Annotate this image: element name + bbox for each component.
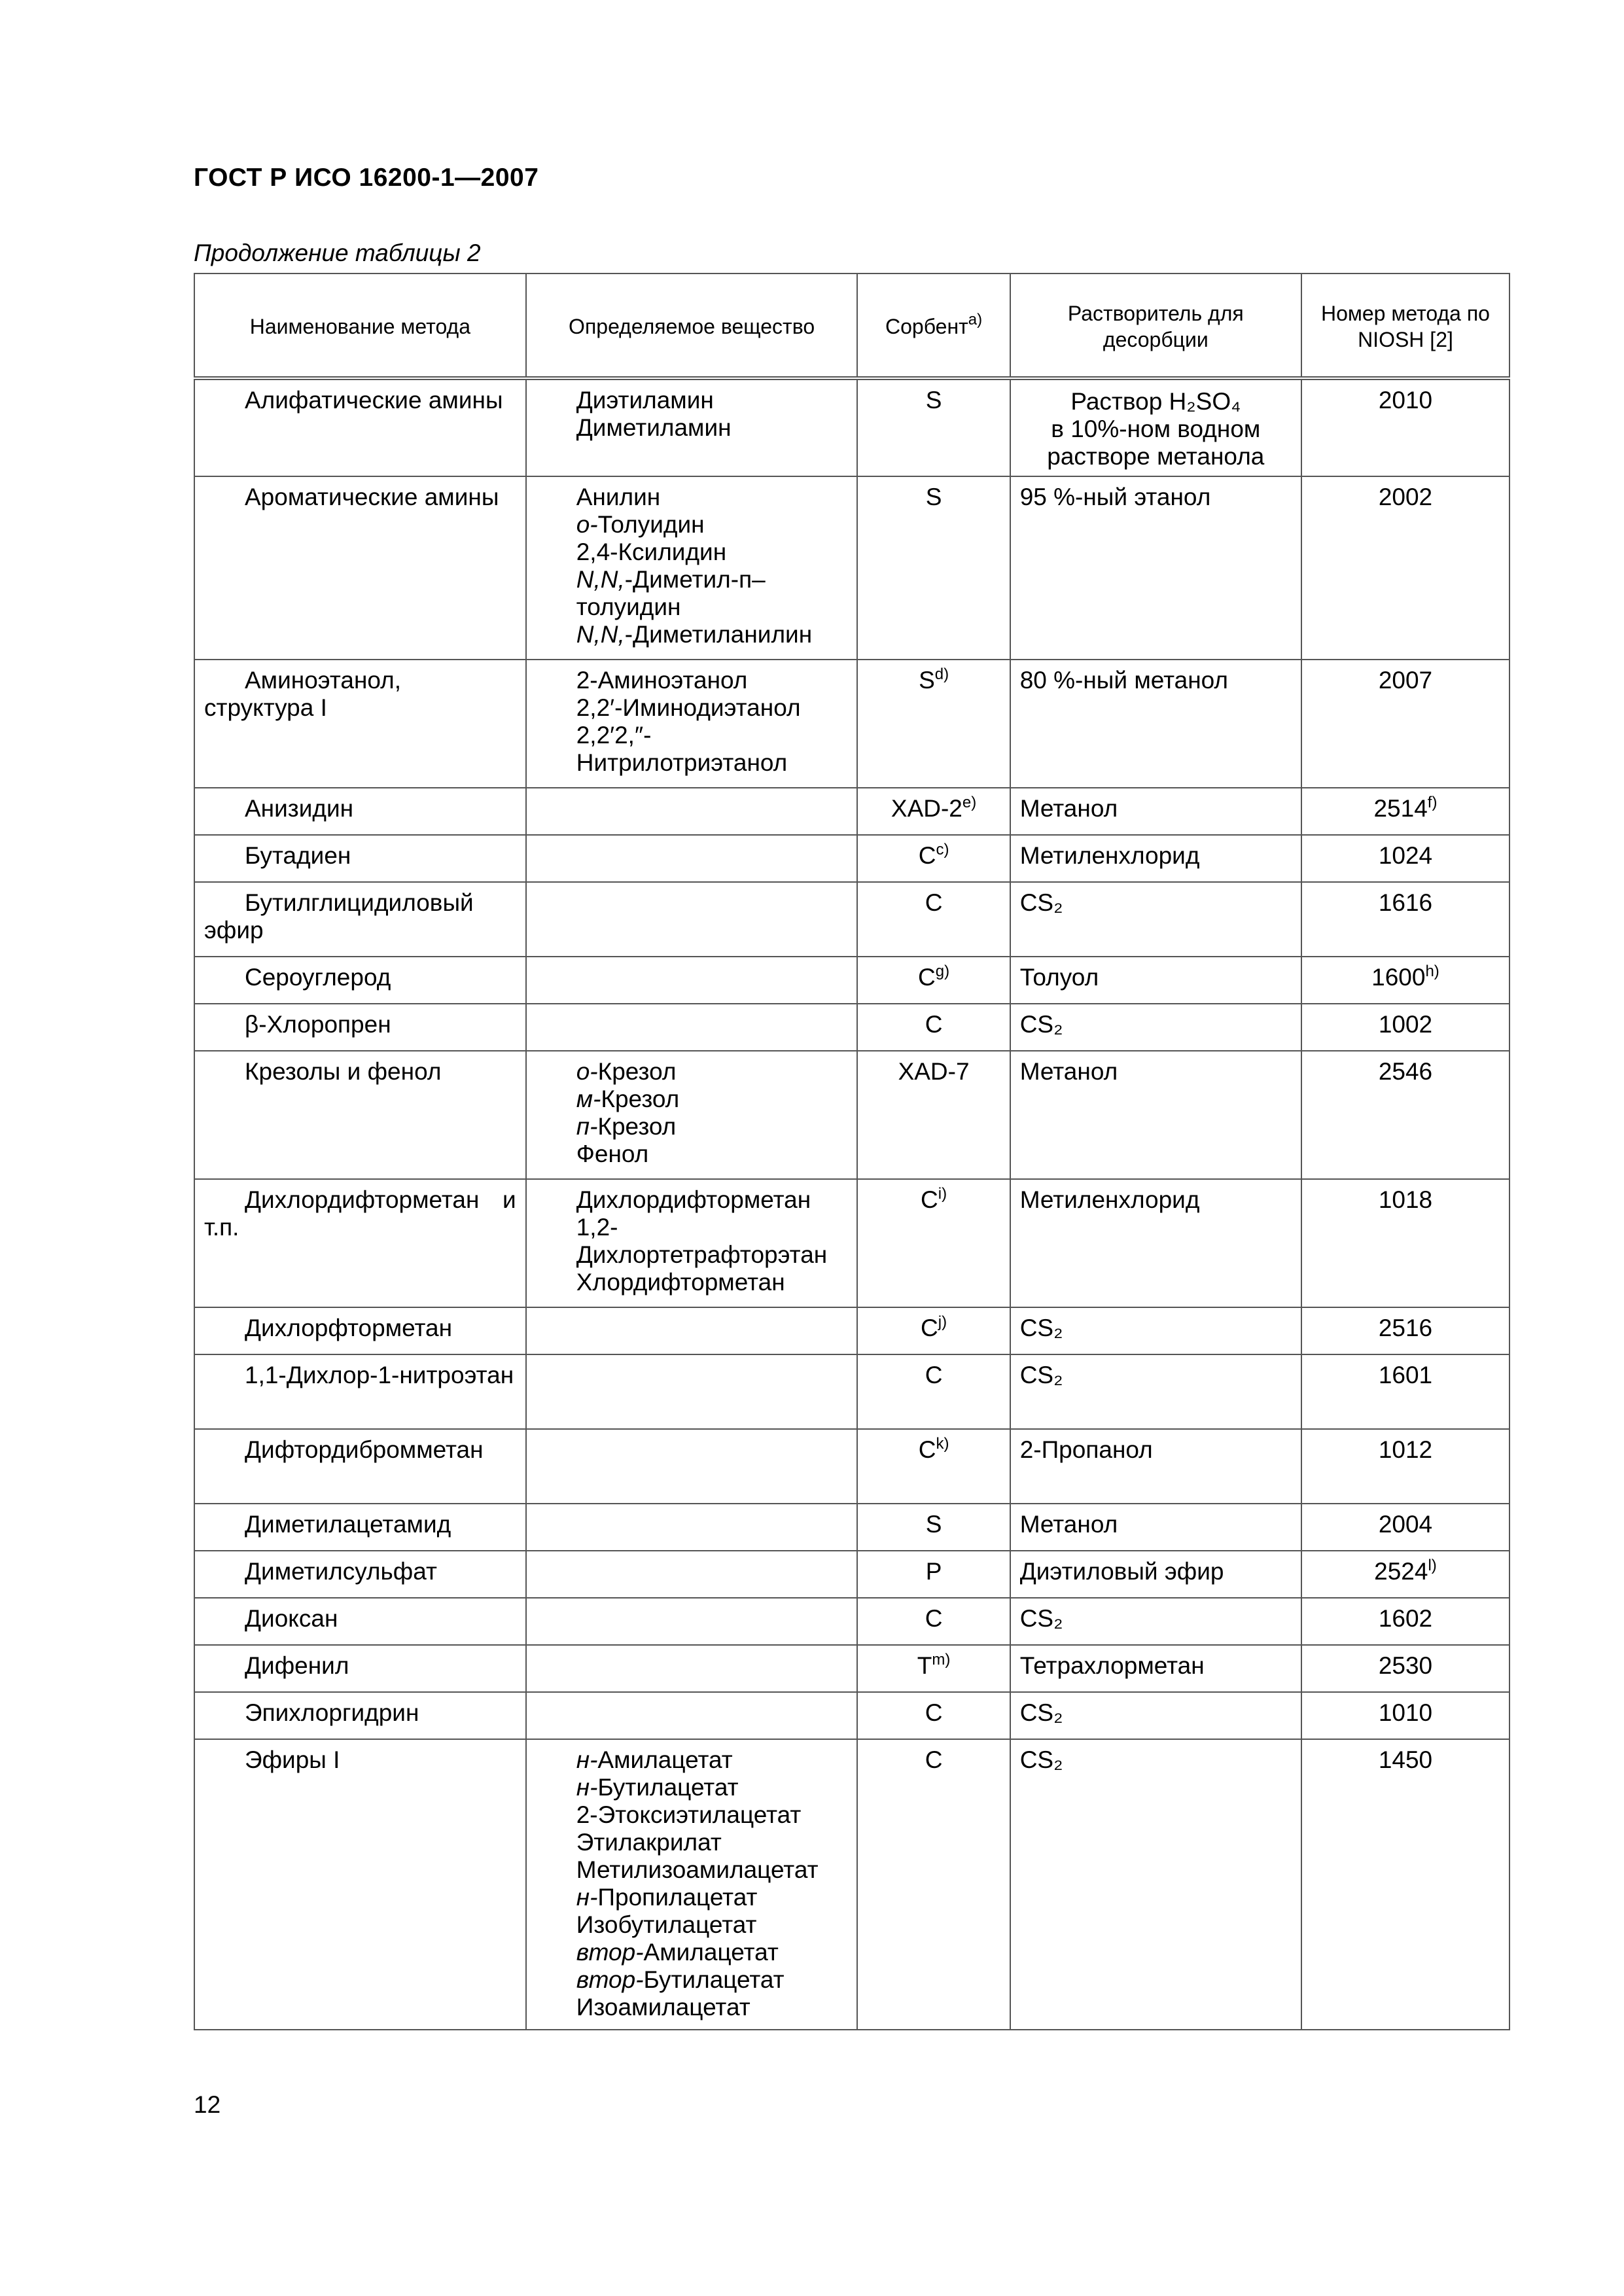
method-name-cell: Эфиры I — [194, 1739, 526, 2030]
substance-name: N,N,-Диметиланилин — [576, 621, 813, 648]
niosh-number-cell: 2007 — [1301, 660, 1509, 788]
solvent-cell: CS₂ — [1010, 882, 1301, 957]
niosh-number-cell: 2516 — [1301, 1307, 1509, 1354]
solvent-cell: CS₂ — [1010, 1307, 1301, 1354]
table-row — [194, 1739, 1509, 2030]
footnote-mark: k) — [936, 1435, 949, 1453]
substance-cell — [526, 1354, 858, 1429]
sorbent-cell: T$^{m)}$ — [857, 1645, 1010, 1692]
footnote-mark: f) — [1427, 794, 1438, 811]
sorbent-cell: XAD-7 — [857, 1051, 1010, 1179]
substance-cell — [526, 1504, 858, 1551]
solvent-line: в 10%-ном водном — [1051, 415, 1261, 442]
solvent-cell: 80 %-ный метанол — [1010, 660, 1301, 788]
solvent-cell: 2-Пропанол — [1010, 1429, 1301, 1504]
table-row — [194, 660, 1509, 788]
substance-cell — [526, 882, 858, 957]
footnote-mark: d) — [934, 665, 949, 683]
substance-prefix: втор- — [576, 1966, 644, 1993]
solvent-cell — [1010, 378, 1301, 476]
sorbent-cell: P — [857, 1551, 1010, 1598]
table-caption: Продолжение таблицы 2 — [194, 239, 481, 266]
substance-prefix: н- — [576, 1746, 598, 1773]
sorbent-cell: C — [857, 1354, 1010, 1429]
solvent-cell: Метанол — [1010, 1051, 1301, 1179]
sorbent-cell: XAD-2$^{e)}$ — [857, 788, 1010, 835]
solvent-cell: Тетрахлорметан — [1010, 1645, 1301, 1692]
substance-name: н-Амилацетат — [576, 1746, 733, 1773]
table-row — [194, 1504, 1509, 1551]
substance-name: втор-Бутилацетат — [576, 1966, 785, 1993]
sorbent-cell: C — [857, 1739, 1010, 2030]
solvent-line: Раствор H₂SO₄ — [1070, 388, 1241, 415]
sorbent-cell: C$^{c)}$ — [857, 835, 1010, 882]
footnote-mark: l) — [1428, 1557, 1437, 1574]
substance-cell — [526, 1307, 858, 1354]
sorbent-cell: S — [857, 476, 1010, 660]
solvent-cell: CS₂ — [1010, 1354, 1301, 1429]
niosh-number-cell: 1616 — [1301, 882, 1509, 957]
substance-name: Метилизоамилацетат — [576, 1856, 819, 1883]
page-number: 12 — [194, 2091, 221, 2118]
method-name-cell: Диметилсульфат — [194, 1551, 526, 1598]
table-row — [194, 1354, 1509, 1429]
table-row — [194, 1004, 1509, 1051]
sorbent-cell: C — [857, 1004, 1010, 1051]
table-row — [194, 1598, 1509, 1645]
method-name-cell: Анизидин — [194, 788, 526, 835]
table-row — [194, 1645, 1509, 1692]
solvent-cell: CS₂ — [1010, 1739, 1301, 2030]
solvent-cell: Метиленхлорид — [1010, 835, 1301, 882]
table-row — [194, 1051, 1509, 1179]
table-row — [194, 957, 1509, 1004]
substance-cell — [526, 1645, 858, 1692]
solvent-cell: CS₂ — [1010, 1598, 1301, 1645]
table-row — [194, 1551, 1509, 1598]
niosh-number-cell: 2530 — [1301, 1645, 1509, 1692]
niosh-number-cell: 1002 — [1301, 1004, 1509, 1051]
niosh-number-cell: 1012 — [1301, 1429, 1509, 1504]
substance-prefix: N,N, — [576, 566, 625, 593]
method-name-cell: Аминоэтанол, структура I — [194, 660, 526, 788]
substance-prefix: н- — [576, 1884, 598, 1911]
substance-cell — [526, 1551, 858, 1598]
method-name-cell: 1,1-Дихлор-1-нитроэтан — [194, 1354, 526, 1429]
sorbent-cell: C$^{g)}$ — [857, 957, 1010, 1004]
substance-name: N,N,-Диметил-п–толуидин — [576, 566, 766, 620]
sorbent-cell: S — [857, 1504, 1010, 1551]
table-row — [194, 1692, 1509, 1739]
header-method-name: Наименование метода — [194, 274, 526, 378]
solvent-cell: Метанол — [1010, 1504, 1301, 1551]
substance-name: о-Крезол — [576, 1058, 677, 1085]
substance-name: 2-Аминоэтанол — [576, 667, 748, 694]
solvent-cell: 95 %-ный этанол — [1010, 476, 1301, 660]
method-name-cell: Дифенил — [194, 1645, 526, 1692]
table-row — [194, 1307, 1509, 1354]
sorbent-cell: C — [857, 1692, 1010, 1739]
substance-cell — [526, 1692, 858, 1739]
footnote-mark: j) — [938, 1313, 947, 1331]
niosh-number-cell: 2524$^{l)}$ — [1301, 1551, 1509, 1598]
substance-cell — [526, 1179, 858, 1307]
substance-prefix: м- — [576, 1086, 601, 1112]
sorbent-cell: S — [857, 378, 1010, 476]
header-substance: Определяемое вещество — [526, 274, 858, 378]
substance-name: 2-Этоксиэтилацетат — [576, 1801, 802, 1828]
sorbent-cell: C — [857, 882, 1010, 957]
method-name-cell: Крезолы и фенол — [194, 1051, 526, 1179]
solvent-cell: CS₂ — [1010, 1692, 1301, 1739]
niosh-number-cell: 2010 — [1301, 378, 1509, 476]
header-niosh-number: Номер метода по NIOSH [2] — [1301, 274, 1509, 378]
substance-cell — [526, 1429, 858, 1504]
niosh-number-cell: 1602 — [1301, 1598, 1509, 1645]
table-header-row — [194, 274, 1509, 378]
substance-cell — [526, 1051, 858, 1179]
footnote-mark: h) — [1425, 963, 1439, 980]
substance-name: Этилакрилат — [576, 1829, 722, 1856]
solvent-cell: Толуол — [1010, 957, 1301, 1004]
substance-cell — [526, 378, 858, 476]
niosh-number-cell: 1600$^{h)}$ — [1301, 957, 1509, 1004]
substance-name: 2,2′2,″-Нитрилотриэтанол — [576, 722, 788, 776]
niosh-number-cell: 1024 — [1301, 835, 1509, 882]
table-row — [194, 1179, 1509, 1307]
table-row — [194, 1429, 1509, 1504]
methods-table — [194, 273, 1510, 2030]
substance-prefix: втор- — [576, 1939, 644, 1966]
substance-name: о-Толуидин — [576, 511, 705, 538]
substance-prefix: о- — [576, 1058, 598, 1085]
solvent-cell: Метанол — [1010, 788, 1301, 835]
method-name-cell: Дихлорфторметан — [194, 1307, 526, 1354]
substance-name: Дихлордифторметан — [576, 1186, 811, 1213]
substance-name: 2,4-Ксилидин — [576, 539, 727, 565]
substance-name: Хлордифторметан — [576, 1269, 785, 1296]
substance-prefix: п- — [576, 1113, 598, 1140]
substance-name: Фенол — [576, 1140, 649, 1167]
substance-prefix: N,N, — [576, 621, 625, 648]
substance-name: н-Пропилацетат — [576, 1884, 758, 1911]
sorbent-cell: C$^{k)}$ — [857, 1429, 1010, 1504]
niosh-number-cell: 1018 — [1301, 1179, 1509, 1307]
niosh-number-cell: 1601 — [1301, 1354, 1509, 1429]
substance-cell — [526, 1739, 858, 2030]
solvent-cell: CS₂ — [1010, 1004, 1301, 1051]
substance-name: Изоамилацетат — [576, 1994, 750, 2021]
method-name-cell: Диоксан — [194, 1598, 526, 1645]
substance-prefix: н- — [576, 1774, 598, 1801]
niosh-number-cell: 1010 — [1301, 1692, 1509, 1739]
method-name-cell: Ароматические амины — [194, 476, 526, 660]
substance-name: втор-Амилацетат — [576, 1939, 779, 1966]
substance-cell — [526, 1004, 858, 1051]
method-name-cell: Сероуглерод — [194, 957, 526, 1004]
substance-name: Диэтиламин — [576, 387, 714, 414]
substance-name: 2,2′-Иминодиэтанол — [576, 694, 801, 721]
method-name-cell: Эпихлоргидрин — [194, 1692, 526, 1739]
header-solvent: Растворитель для десорбции — [1010, 274, 1301, 378]
substance-name: Анилин — [576, 484, 661, 510]
solvent-cell: Метиленхлорид — [1010, 1179, 1301, 1307]
table-row — [194, 476, 1509, 660]
footnote-mark: m) — [932, 1651, 951, 1669]
method-name-cell: β-Хлоропрен — [194, 1004, 526, 1051]
document-title: ГОСТ Р ИСО 16200-1—2007 — [194, 164, 539, 192]
substance-name: Диметиламин — [576, 414, 732, 441]
footnote-mark: c) — [936, 841, 949, 858]
niosh-number-cell: 2546 — [1301, 1051, 1509, 1179]
substance-name: п-Крезол — [576, 1113, 677, 1140]
method-name-cell: Дихлордифторметан и т.п. — [194, 1179, 526, 1307]
table-row — [194, 882, 1509, 957]
header-sorbent: Сорбент$^{a)}$ — [857, 274, 1010, 378]
sorbent-cell: C$^{i)}$ — [857, 1179, 1010, 1307]
niosh-number-cell: 2004 — [1301, 1504, 1509, 1551]
substance-cell — [526, 835, 858, 882]
niosh-number-cell: 2514$^{f)}$ — [1301, 788, 1509, 835]
method-name-cell: Бутадиен — [194, 835, 526, 882]
substance-cell — [526, 660, 858, 788]
substance-cell — [526, 957, 858, 1004]
method-name-cell: Дифтордибромметан — [194, 1429, 526, 1504]
substance-name: м-Крезол — [576, 1086, 680, 1112]
method-name-cell: Бутилглицидиловый эфир — [194, 882, 526, 957]
table-row — [194, 378, 1509, 476]
sorbent-cell: C — [857, 1598, 1010, 1645]
method-name-cell: Алифатические амины — [194, 378, 526, 476]
footnote-mark: a) — [968, 311, 983, 328]
substance-name: н-Бутилацетат — [576, 1774, 739, 1801]
table-row — [194, 788, 1509, 835]
method-name-cell: Диметилацетамид — [194, 1504, 526, 1551]
substance-cell — [526, 788, 858, 835]
footnote-mark: i) — [938, 1185, 947, 1203]
solvent-cell: Диэтиловый эфир — [1010, 1551, 1301, 1598]
substance-name: Изобутилацетат — [576, 1911, 757, 1938]
footnote-mark: e) — [962, 794, 977, 811]
substance-cell — [526, 1598, 858, 1645]
niosh-number-cell: 1450 — [1301, 1739, 1509, 2030]
footnote-mark: g) — [935, 963, 950, 980]
substance-name: 1,2-Дихлортетрафторэтан — [576, 1214, 828, 1268]
substance-cell — [526, 476, 858, 660]
table-row — [194, 835, 1509, 882]
sorbent-cell: C$^{j)}$ — [857, 1307, 1010, 1354]
solvent-line: растворе метанола — [1047, 443, 1265, 470]
substance-prefix: о- — [576, 511, 598, 538]
sorbent-cell: S$^{d)}$ — [857, 660, 1010, 788]
niosh-number-cell: 2002 — [1301, 476, 1509, 660]
